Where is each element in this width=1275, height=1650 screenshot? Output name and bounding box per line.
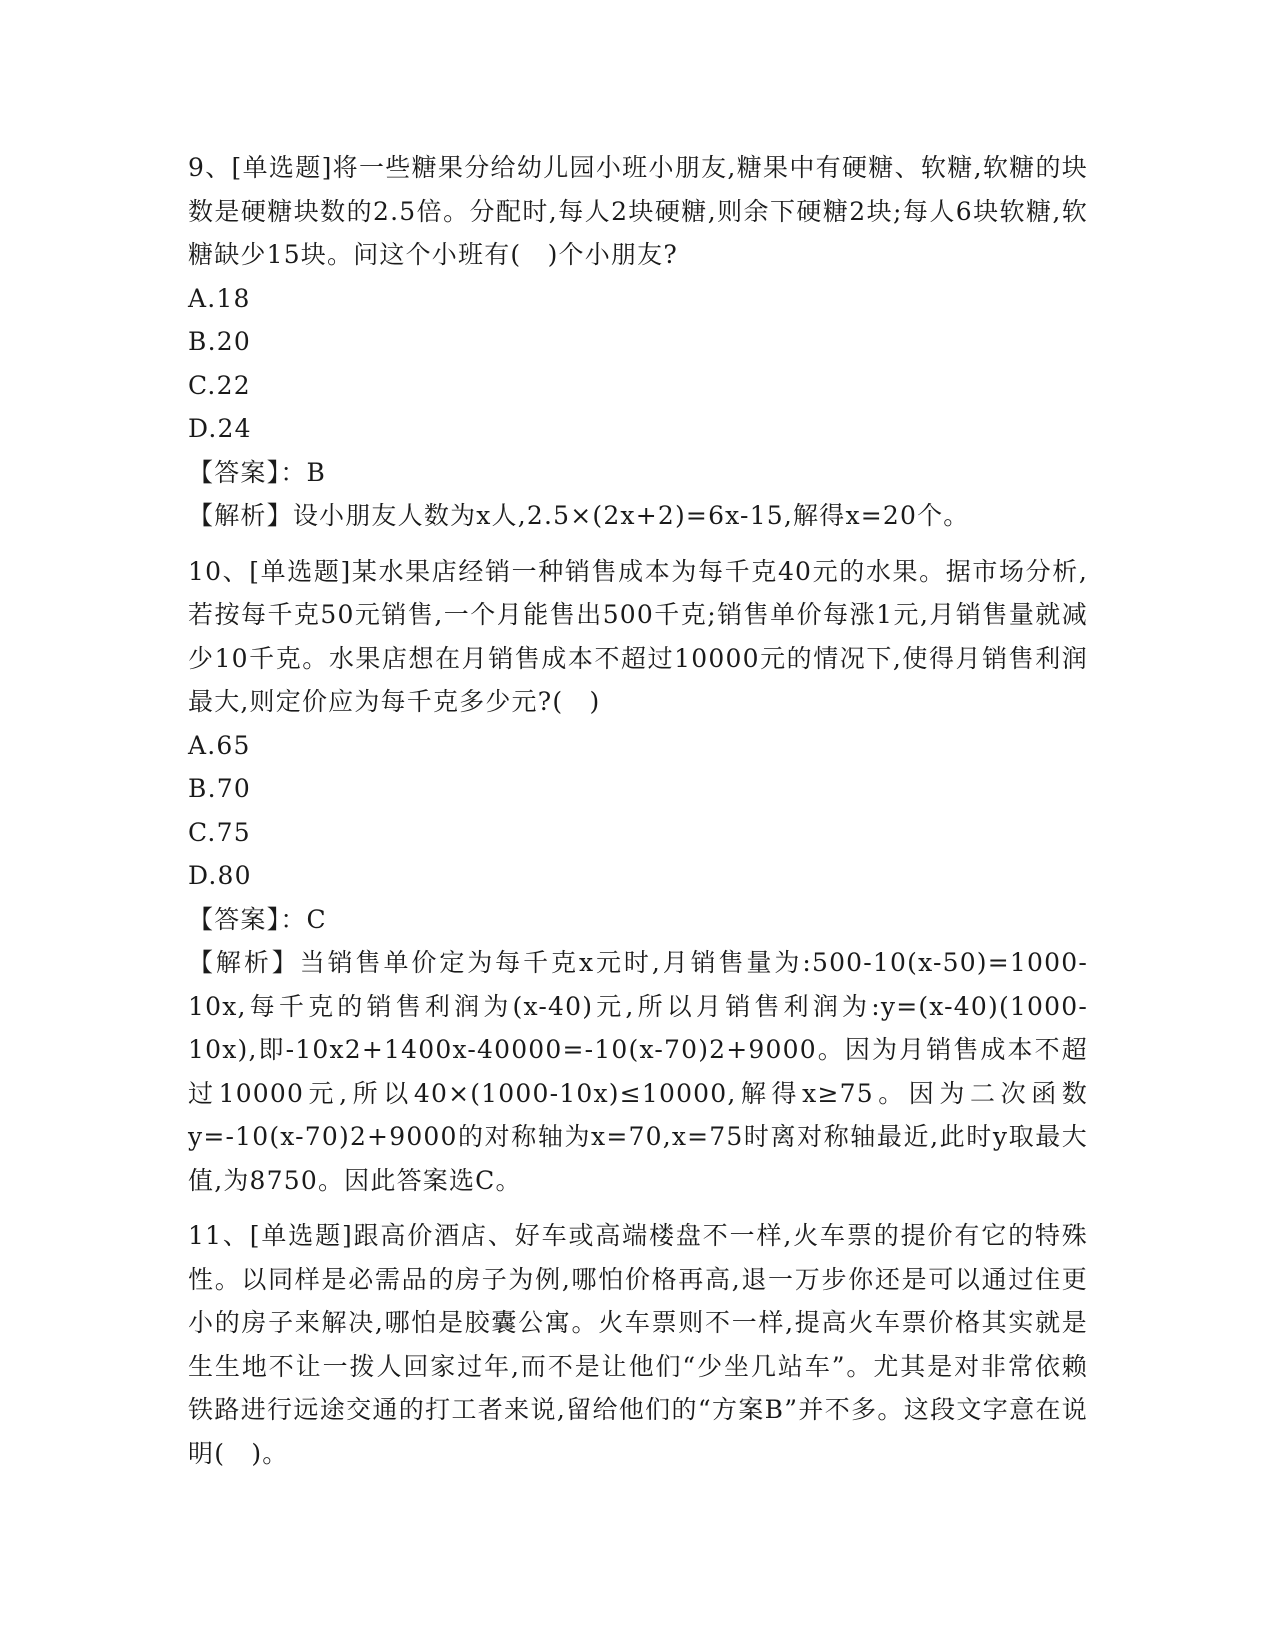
- analysis-label: 【解析】: [188, 948, 300, 977]
- option-b: B.70: [188, 774, 251, 803]
- option-a: A.18: [188, 283, 251, 313]
- option-b: B.20: [188, 327, 251, 356]
- answer-label: 【答案】: [188, 457, 281, 487]
- answer-line: [188, 898, 1088, 942]
- question-stem: 10、[单选题]某水果店经销一种销售成本为每千克40元的水果。据市场分析,若按每千克50元销售,一个月能售出500千克;销售单价每涨1元,月销售量就减少10千克。水果店想在月销售成本不超过10000元的情况下,使得月销售利润最大,则定价应为每千克多少元?( ): [188, 556, 1088, 716]
- document-page: [188, 146, 1088, 1475]
- answer-line: [188, 451, 1088, 495]
- answer-separator: ：: [280, 904, 307, 934]
- answer-value: B: [306, 457, 327, 487]
- analysis-line: [188, 941, 1088, 1202]
- analysis-line: [188, 494, 1088, 538]
- analysis-label: 【解析】: [188, 501, 293, 530]
- option-c: C.75: [188, 817, 251, 847]
- answer-label: 【答案】: [188, 904, 281, 934]
- question-stem: 11、[单选题]跟高价酒店、好车或高端楼盘不一样,火车票的提价有它的特殊性。以同样是必需品的房子为例,哪怕价格再高,退一万步你还是可以通过住更小的房子来解决,哪怕是胶囊公寓。火车票则不一样,提高火车票价格其实就是生生地不让一拨人回家过年,而不是让他们“少坐几站车”。尤其是对非常依赖铁路进行远途交通的打工者来说,留给他们的“方案B”并不多。这段文字意在说明( )。: [188, 1221, 1088, 1468]
- answer-separator: ：: [280, 457, 307, 487]
- question-10: [188, 550, 1088, 1203]
- option-c: C.22: [188, 370, 251, 400]
- question-stem: 9、[单选题]将一些糖果分给幼儿园小班小朋友,糖果中有硬糖、软糖,软糖的块数是硬糖块数的2.5倍。分配时,每人2块硬糖,则余下硬糖2块;每人6块软糖,软糖缺少15块。问这个小班有( )个小朋友?: [188, 153, 1088, 269]
- question-11: [188, 1214, 1088, 1475]
- question-9: [188, 146, 1088, 538]
- analysis-text: 设小朋友人数为x人,2.5×(2x+2)=6x-15,解得x=20个。: [292, 501, 970, 530]
- option-a: A.65: [188, 730, 251, 760]
- option-list: [188, 277, 1088, 451]
- analysis-text: 当销售单价定为每千克x元时,月销售量为:500-10(x-50)=1000-10x,每千克的销售利润为(x-40)元,所以月销售利润为:y=(x-40)(1000-10x),即-10x2+1400x-40000=-10(x-70)2+9000。因为月销售成本不超过10000元,所以40×(1000-10x)≤10000,解得x≥75。因为二次函数y=-10(x-70)2+9000的对称轴为x=70,x=75时离对称轴最近,此时y取最大值,为8750。因此答案选C。: [188, 948, 1088, 1195]
- answer-value: C: [306, 904, 327, 934]
- option-list: [188, 724, 1088, 898]
- option-d: D.80: [188, 861, 252, 890]
- option-d: D.24: [188, 414, 252, 443]
